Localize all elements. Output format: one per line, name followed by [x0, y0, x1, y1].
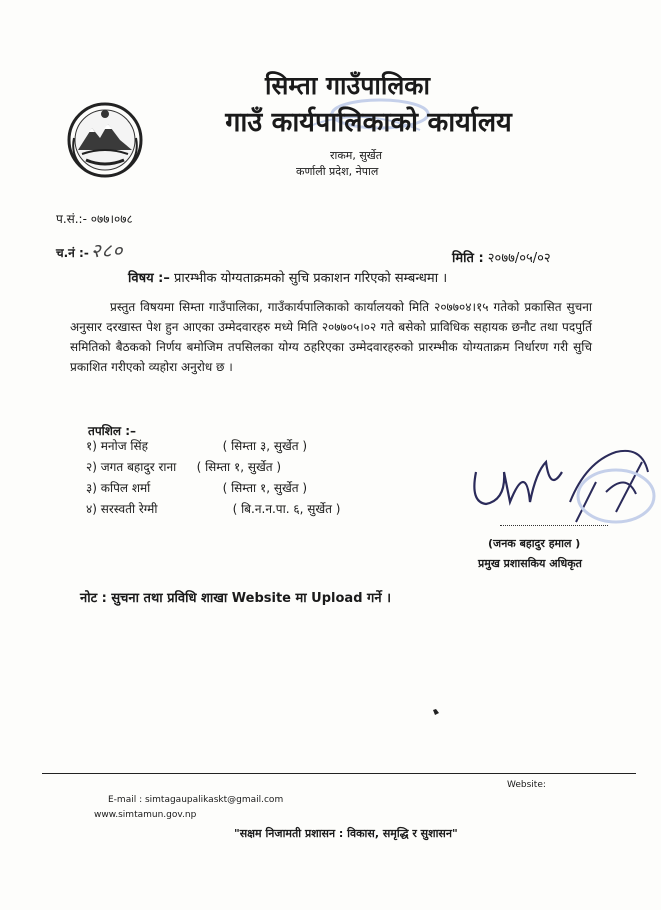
cn-value: २८० [90, 240, 124, 262]
ps-value: ०७७।०७८ [90, 212, 133, 226]
candidate-row-2 [86, 458, 281, 475]
candidate-name: सरस्वती रेग्मी [100, 502, 158, 516]
reference-cn [56, 237, 123, 263]
candidate-row-1 [86, 437, 307, 454]
candidate-row-4 [86, 500, 340, 517]
upload-note: नोट : सुचना तथा प्रविधि शाखा Website मा Upload गर्ने । [80, 591, 392, 606]
candidate-address: ( सिम्ता ३, सुर्खेत ) [222, 439, 308, 453]
subject-label: विषय :– [128, 271, 170, 286]
candidate-address: ( सिम्ता १, सुर्खेत ) [222, 481, 308, 495]
footer-divider [42, 773, 636, 774]
candidate-address: ( बि.न.न.पा. ६, सुर्खेत ) [232, 502, 341, 516]
date-label: मिति : [452, 251, 484, 266]
office-title-line1: सिम्ता गाउँपालिका [265, 71, 430, 100]
letter-body [70, 297, 592, 377]
address-line1: राकम, सुर्खेत [330, 149, 383, 162]
candidate-name: मनोज सिंह [100, 439, 149, 453]
signatory-post: प्रमुख प्रशासकिय अधिकृत [478, 557, 582, 570]
signature-line [500, 524, 608, 526]
candidate-number: ३) [86, 481, 97, 495]
cn-label: च.नं :- [56, 246, 89, 260]
footer-motto: "सक्षम निजामती प्रशासन : विकास, समृद्धि र सुशासन" [234, 827, 458, 840]
candidate-name: जगत बहादुर राना [100, 460, 177, 474]
office-title-line2: गाउँ कार्यपालिकाको कार्यालय [225, 107, 512, 138]
footer-email: E-mail : simtagaupalikaskt@gmail.com [108, 795, 284, 805]
address-line2: कर्णाली प्रदेश, नेपाल [296, 165, 379, 178]
candidate-name: कपिल शर्मा [100, 481, 151, 495]
footer-website-url: www.simtamun.gov.np [94, 810, 197, 820]
letter-date [452, 248, 551, 266]
letter-subject [128, 268, 447, 286]
website-label: Website: [507, 780, 546, 790]
reference-ps [56, 210, 133, 227]
date-value: २०७७/०५/०२ [487, 251, 551, 266]
candidate-number: ४) [86, 502, 97, 516]
candidate-address: ( सिम्ता १, सुर्खेत ) [196, 460, 282, 474]
candidate-number: १) [86, 439, 97, 453]
ps-label: प.सं.:- [56, 212, 87, 226]
signatory-name: (जनक बहादुर हमाल ) [488, 537, 581, 550]
candidate-row-3 [86, 479, 307, 496]
body-paragraph: प्रस्तुत विषयमा सिम्ता गाउँपालिका, गाउँकार्यपालिकाको कार्यालयको मिति २०७७०४।१५ गतेको प्रकासित सुचना अनुसार दरखास्त पेश हुन आएका उम्मेदवारहरु मध्ये मिति २०७७०५।०२ गते बसेको प्राविधिक सहायक छनौट तथा पदपुर्ति समितिको बैठकको निर्णय बमोजिम तपसिलका योग्य ठहरिएका उम्मेदवारहरुको प्रारम्भीक योग्यताक्रम निर्धारण गरी सुचि प्रकाशित गरीएको व्यहोरा अनुरोध छ । [70, 300, 592, 374]
subject-text: प्रारम्भीक योग्यताक्रमको सुचि प्रकाशन गरिएको सम्बन्धमा । [174, 271, 448, 286]
candidate-list-heading: तपशिल :– [88, 424, 137, 438]
ink-speck [432, 708, 440, 716]
candidate-number: २) [86, 460, 97, 474]
